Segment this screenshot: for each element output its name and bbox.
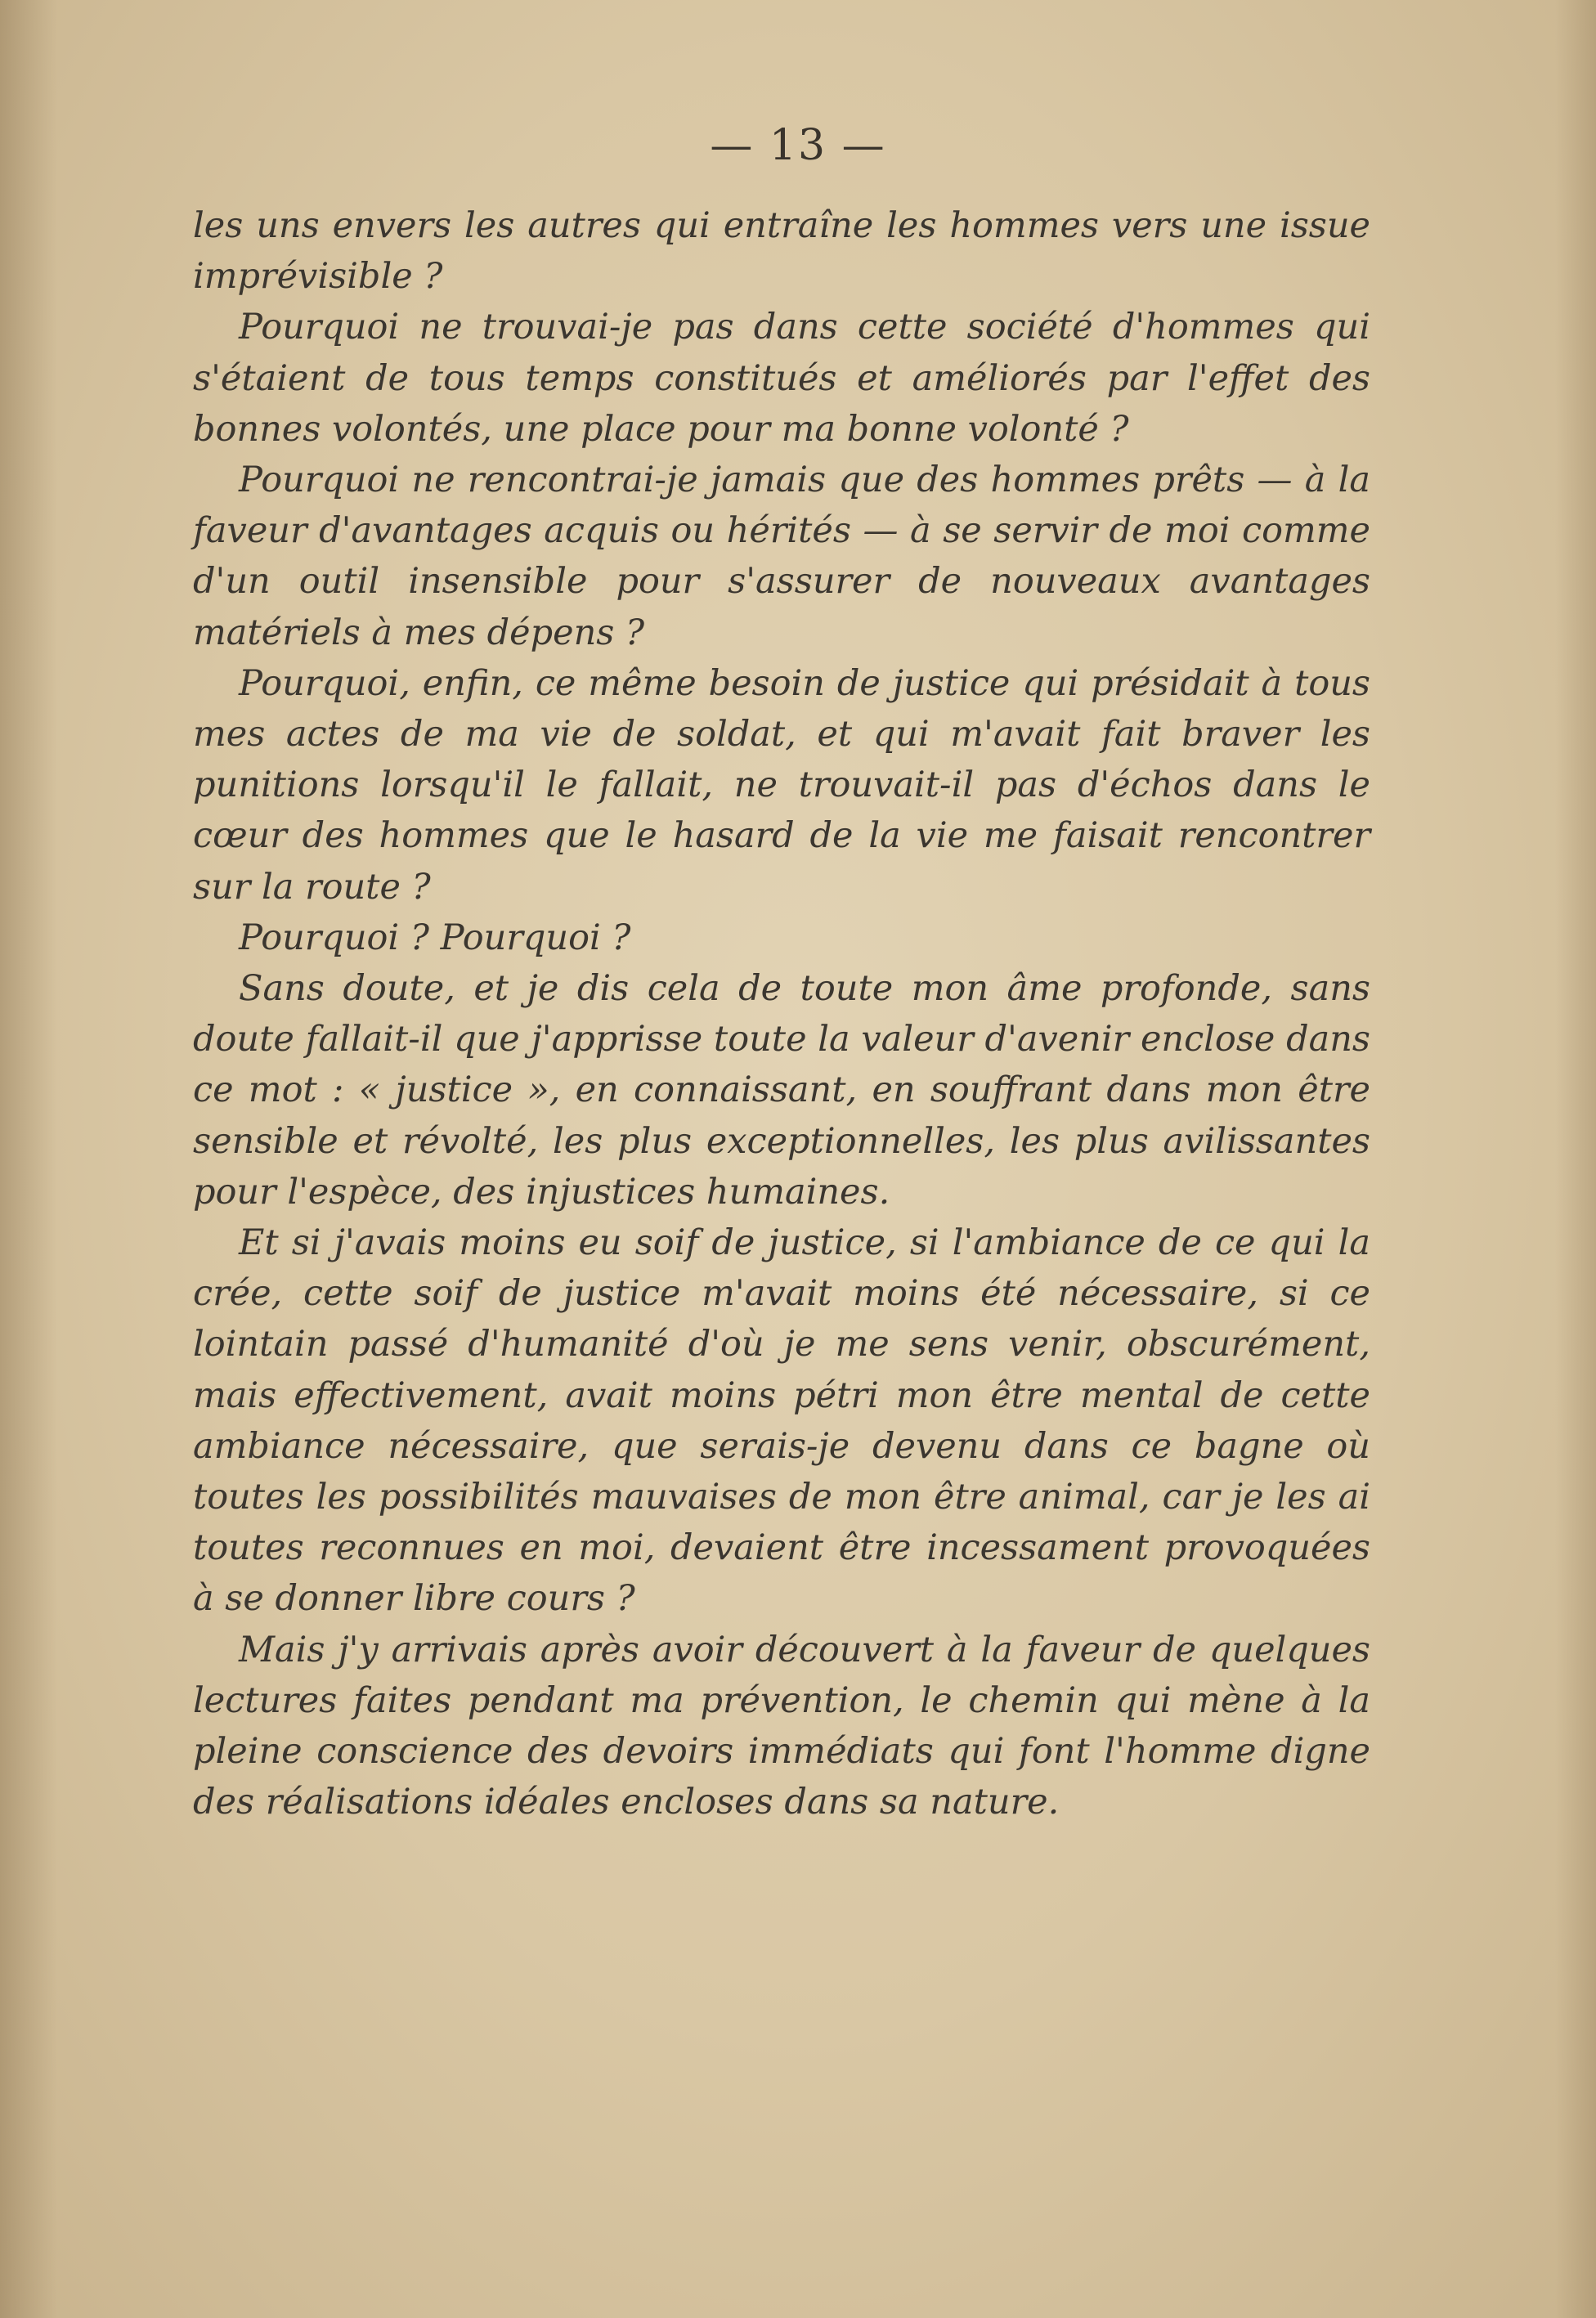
body-text	[193, 200, 1370, 1828]
paragraph: Et si j'avais moins eu soif de justice, si l'ambiance de ce qui la crée, cette soif de justice m'avait moins été nécessaire, si ce lointain passé d'humanité d'où je me sens venir, obscurément, mais effectivement, avait moins pétri mon être mental de cette ambiance nécessaire, que serais-je devenu dans ce bagne où toutes les possibilités mauvaises de mon être animal, car je les ai toutes reconnues en moi, devaient être incessament provoquées à se donner libre cours ?	[193, 1222, 1370, 1620]
paragraph: Sans doute, et je dis cela de toute mon âme profonde, sans doute fallait-il que j'apprisse toute la valeur d'avenir enclose dans ce mot : « justice », en connaissant, en souffrant dans mon être sensible et révolté, les plus exceptionnelles, les plus avilissantes pour l'espèce, des injustices humaines.	[193, 968, 1370, 1213]
page-edge-shadow-left	[0, 0, 57, 2318]
paragraph: Pourquoi, enfin, ce même besoin de justice qui présidait à tous mes actes de ma vie de soldat, et qui m'avait fait braver les punitions lorsqu'il le fallait, ne trouvait-il pas d'échos dans le cœur des hommes que le hasard de la vie me faisait rencontrer sur la route ?	[193, 662, 1370, 908]
paragraph: Mais j'y arrivais après avoir découvert à la faveur de quelques lectures faites pendant ma prévention, le chemin qui mène à la pleine conscience des devoirs immédiats qui font l'homme digne des réalisations idéales encloses dans sa nature.	[193, 1629, 1370, 1823]
paragraph: Pourquoi ne rencontrai-je jamais que des hommes prêts — à la faveur d'avantages acquis ou hérités — à se servir de moi comme d'un outil insensible pour s'assurer de nouveaux avantages matériels à mes dépens ?	[193, 460, 1370, 653]
paragraph: Pourquoi ne trouvai-je pas dans cette société d'hommes qui s'étaient de tous temps constitués et améliorés par l'effet des bonnes volontés, une place pour ma bonne volonté ?	[193, 307, 1370, 450]
page-number: — 13 —	[710, 121, 886, 170]
page-edge-shadow-right	[1555, 0, 1596, 2318]
paragraph: Pourquoi ? Pourquoi ?	[239, 917, 631, 958]
paragraph: les uns envers les autres qui entraîne les hommes vers une issue imprévisible ?	[193, 205, 1370, 298]
